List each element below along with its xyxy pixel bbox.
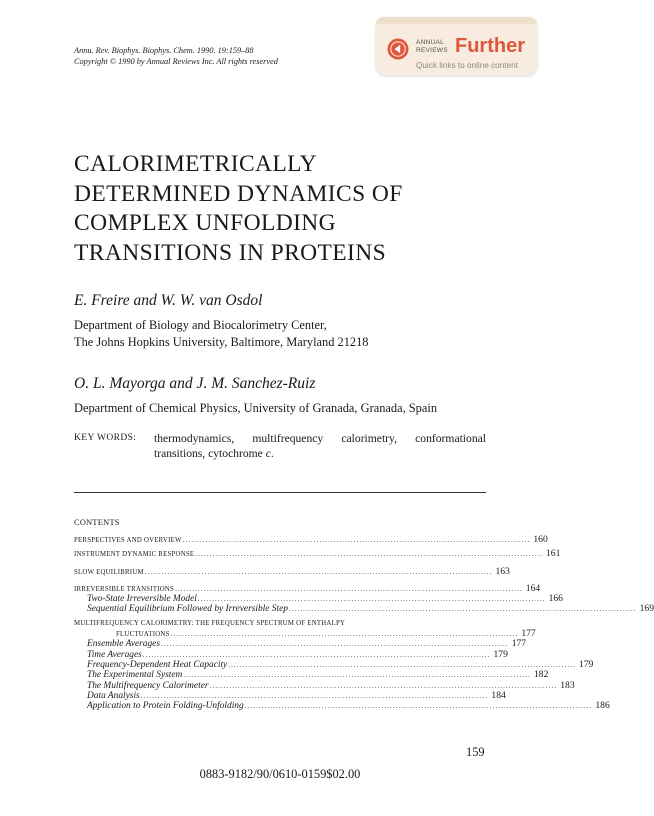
affiliation-secondary: Department of Chemical Physics, University of Granada, Granada, Spain: [74, 401, 438, 415]
title-line: CALORIMETRICALLY: [74, 151, 317, 177]
toc-row[interactable]: [74, 534, 548, 545]
toc-page: 179: [578, 658, 594, 670]
toc-row[interactable]: [74, 679, 575, 691]
annual-text: ANNUAL: [416, 39, 444, 46]
toc-page: 184: [491, 689, 506, 701]
toc-label: Data Analysis: [87, 690, 140, 701]
key-words-label: KEY WORDS:: [74, 433, 137, 443]
article-title: [74, 150, 403, 268]
page-number: 159: [466, 745, 485, 759]
toc-page: 163: [495, 565, 510, 577]
toc-leader: ..........................................................................................................................: [228, 660, 576, 669]
authors-secondary: O. L. Mayorga and J. M. Sanchez-Ruiz: [74, 375, 316, 392]
toc-leader: ..........................................................................................................................: [197, 595, 546, 604]
copyright-line: Copyright © 1990 by Annual Reviews Inc. All rights reserved: [74, 57, 278, 66]
toc-label: Ensemble Averages: [87, 639, 160, 650]
toc-row[interactable]: [74, 648, 508, 660]
section-divider: [74, 492, 486, 493]
toc-label: INSTRUMENT DYNAMIC RESPONSE: [74, 551, 195, 559]
toc-row[interactable]: [74, 593, 563, 605]
toc-row[interactable]: [74, 658, 594, 670]
affiliation-line: Department of Biology and Biocalorimetry Center,: [74, 318, 327, 332]
key-words-period: .: [270, 447, 274, 460]
toc-leader: ..........................................................................................................................: [140, 691, 489, 700]
toc-label: SLOW EQUILIBRIUM: [74, 568, 144, 576]
title-line: COMPLEX UNFOLDING: [74, 210, 337, 236]
toc-leader: ..........................................................................................................................: [209, 681, 558, 690]
key-words-text: [154, 431, 486, 461]
toc-row[interactable]: [74, 548, 561, 560]
toc-label: IRREVERSIBLE TRANSITIONS: [74, 585, 175, 593]
authors-primary: E. Freire and W. W. van Osdol: [74, 292, 263, 309]
toc-page: 166: [548, 593, 563, 605]
toc-label: FLUCTUATIONS: [116, 631, 170, 639]
toc-row[interactable]: [74, 669, 549, 681]
toc-page: 164: [525, 582, 541, 594]
affiliation-line: The Johns Hopkins University, Baltimore, Maryland 21218: [74, 335, 369, 349]
toc-label: Time Averages: [87, 649, 142, 660]
toc-label: Frequency-Dependent Heat Capacity: [87, 659, 228, 670]
toc-leader: ..........................................................................................................................: [244, 702, 593, 711]
toc-row[interactable]: [74, 619, 486, 629]
toc-row[interactable]: [74, 603, 654, 615]
table-of-contents: [74, 534, 654, 712]
toc-leader: ..........................................................................................................................: [183, 671, 531, 680]
toc-row[interactable]: [74, 689, 506, 701]
toc-leader: ..........................................................................................................................: [170, 630, 519, 639]
toc-label: Application to Protein Folding-Unfolding: [87, 701, 244, 712]
further-label: Further: [455, 35, 525, 57]
toc-leader: ..........................................................................................................................: [175, 584, 523, 593]
reviews-text: REVIEWS: [416, 46, 448, 54]
toc-leader: ..........................................................................................................................: [161, 640, 509, 649]
play-back-icon: [387, 38, 409, 60]
affiliation-primary: [74, 317, 368, 351]
title-line: DETERMINED DYNAMICS OF: [74, 180, 403, 207]
key-words-italic: c: [265, 447, 271, 460]
toc-page: 161: [546, 548, 561, 560]
title-line: TRANSITIONS IN PROTEINS: [74, 239, 387, 266]
toc-page: 160: [533, 534, 548, 545]
toc-page: 177: [521, 628, 536, 640]
toc-page: 186: [595, 700, 610, 712]
article-code: 0883-9182/90/0610-0159$02.00: [199, 767, 361, 781]
toc-page: 179: [493, 648, 508, 660]
toc-label: The Multifrequency Calorimeter: [87, 680, 209, 691]
toc-row[interactable]: [74, 628, 536, 640]
citation-block: [74, 45, 278, 67]
toc-leader: ..........................................................................................................................: [195, 550, 543, 559]
toc-row[interactable]: [74, 565, 510, 577]
contents-heading: CONTENTS: [74, 518, 120, 527]
toc-leader: ..........................................................................................................................: [288, 605, 637, 614]
toc-label: The Experimental System: [87, 670, 183, 681]
annual-reviews-label: [416, 39, 448, 54]
toc-label: Sequential Equilibrium Followed by Irreversible Step: [87, 604, 288, 615]
toc-page: 169: [639, 603, 654, 615]
key-words-list: thermodynamics, multifrequency calorimetry, conformational transitions, cytochrome: [154, 432, 486, 460]
toc-leader: ..........................................................................................................................: [144, 567, 493, 576]
toc-page: 182: [534, 669, 549, 681]
toc-leader: ..........................................................................................................................: [182, 536, 531, 544]
toc-page: 177: [511, 638, 527, 650]
toc-leader: ..........................................................................................................................: [142, 650, 491, 659]
toc-label: MULTIFREQUENCY CALORIMETRY: THE FREQUENCY SPECTRUM OF ENTHALPY: [74, 619, 346, 627]
toc-label: PERSPECTIVES AND OVERVIEW: [74, 537, 182, 544]
banner-tab: [376, 17, 537, 24]
toc-label: Two-State Irreversible Model: [87, 594, 197, 605]
toc-row[interactable]: [74, 700, 610, 712]
further-banner[interactable]: [376, 17, 537, 75]
banner-subtitle: Quick links to online content: [416, 61, 518, 70]
toc-row[interactable]: [74, 638, 527, 650]
toc-row[interactable]: [74, 582, 541, 594]
toc-page: 183: [560, 679, 575, 691]
journal-citation: Annu. Rev. Biophys. Biophys. Chem. 1990. 19:159–88: [74, 46, 254, 55]
